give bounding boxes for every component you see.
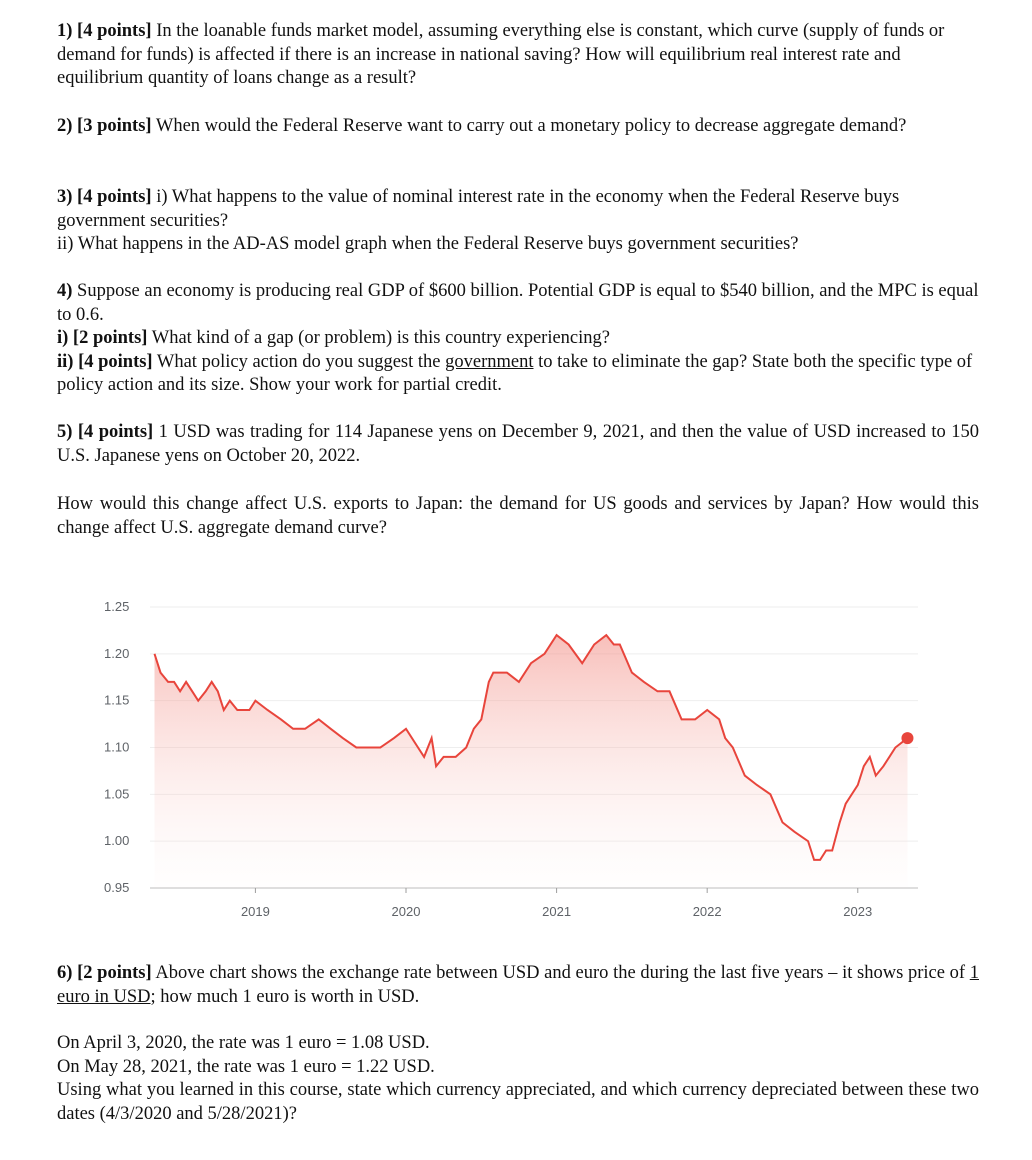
question-3-line1: i) What happens to the value of nominal interest rate in the economy when the Federal Reserve buys government securities? bbox=[57, 187, 900, 231]
question-4-i-text: What kind of a gap (or problem) is this country experiencing? bbox=[147, 328, 610, 348]
question-6-line3: Using what you learned in this course, state which currency appreciated, and which currency depreciated between these two dates (4/3/2020 and 5/28/2021)? bbox=[57, 1080, 979, 1124]
x-tick-label: 2020 bbox=[391, 904, 421, 919]
question-4-text: Suppose an economy is producing real GDP of $600 billion. Potential GDP is equal to $540 billion, and the MPC is equal to 0.6. bbox=[57, 281, 979, 325]
question-6-intro bbox=[57, 962, 979, 1009]
question-6-text-b: ; how much 1 euro is worth in USD. bbox=[150, 986, 420, 1007]
question-6 bbox=[57, 962, 979, 1126]
question-3-label: 3) [4 points] bbox=[57, 187, 152, 207]
question-5 bbox=[57, 421, 979, 468]
y-tick-label: 1.05 bbox=[104, 786, 130, 802]
y-tick-label: 1.25 bbox=[104, 599, 130, 614]
question-4-part-i bbox=[57, 327, 979, 351]
question-6-line1: On April 3, 2020, the rate was 1 euro = 1.08 USD. bbox=[57, 1033, 430, 1053]
question-1-text: In the loanable funds market model, assuming everything else is constant, which curve (supply of funds or demand for funds) is affected if there is an increase in national saving? How will equilibrium real interest rate and equilibrium quantity of loans change as a result? bbox=[57, 21, 945, 88]
chart-end-point bbox=[901, 732, 913, 744]
x-tick-label: 2021 bbox=[542, 904, 572, 919]
question-6-text-a: Above chart shows the exchange rate between USD and euro the during the last five years – it shows price of bbox=[151, 963, 970, 983]
question-6-line2: On May 28, 2021, the rate was 1 euro = 1.22 USD. bbox=[57, 1056, 435, 1077]
chart-y-axis bbox=[104, 599, 129, 895]
question-1-label: 1) [4 points] bbox=[57, 21, 152, 41]
question-2-label: 2) [3 points] bbox=[57, 116, 152, 136]
chart-area-fill bbox=[155, 635, 908, 888]
question-5-intro bbox=[57, 421, 979, 468]
question-4-ii-text-a: What policy action do you suggest the bbox=[152, 351, 446, 372]
question-3 bbox=[57, 186, 979, 257]
question-4-label: 4) bbox=[57, 281, 73, 301]
question-2 bbox=[57, 115, 979, 139]
y-tick-label: 1.15 bbox=[104, 692, 130, 708]
question-6-label: 6) [2 points] bbox=[57, 963, 152, 983]
chart-x-axis bbox=[241, 888, 872, 919]
y-tick-label: 1.00 bbox=[104, 833, 130, 849]
y-tick-label: 1.20 bbox=[104, 645, 130, 661]
question-4-ii-label: ii) [4 points] bbox=[57, 351, 153, 372]
y-tick-label: 1.10 bbox=[104, 739, 130, 755]
question-3-part-ii: ii) What happens in the AD-AS model graph when the Federal Reserve buys government securities? bbox=[57, 234, 799, 254]
x-tick-label: 2022 bbox=[692, 904, 722, 919]
eur-usd-chart bbox=[90, 585, 932, 925]
y-tick-label: 0.95 bbox=[104, 880, 130, 895]
question-4-ii-text-b: to take to eliminate the gap? State both the specific type of policy action and its size. Show your work for partial credit. bbox=[57, 351, 973, 395]
x-tick-label: 2019 bbox=[240, 904, 270, 919]
question-4-part-ii bbox=[57, 351, 979, 398]
question-1 bbox=[57, 20, 979, 91]
question-5-text: 1 USD was trading for 114 Japanese yens on December 9, 2021, and then the value of USD increased to 150 U.S. Japanese yens on October 20, 2022. bbox=[57, 422, 980, 466]
x-tick-label: 2023 bbox=[843, 904, 873, 919]
question-5-label: 5) [4 points] bbox=[57, 422, 154, 442]
question-4-i-label: i) [2 points] bbox=[57, 328, 148, 348]
question-6-underlined: 1 euro in USD bbox=[57, 963, 979, 1007]
government-link[interactable]: government bbox=[445, 351, 534, 372]
question-5-followup: How would this change affect U.S. exports to Japan: the demand for US goods and services by Japan? How would this change affect U.S. aggregate demand curve? bbox=[57, 494, 979, 538]
question-4-intro bbox=[57, 280, 979, 327]
question-4 bbox=[57, 280, 979, 398]
question-2-text: When would the Federal Reserve want to carry out a monetary policy to decrease aggregate demand? bbox=[151, 116, 907, 136]
question-3-part-i bbox=[57, 186, 979, 233]
